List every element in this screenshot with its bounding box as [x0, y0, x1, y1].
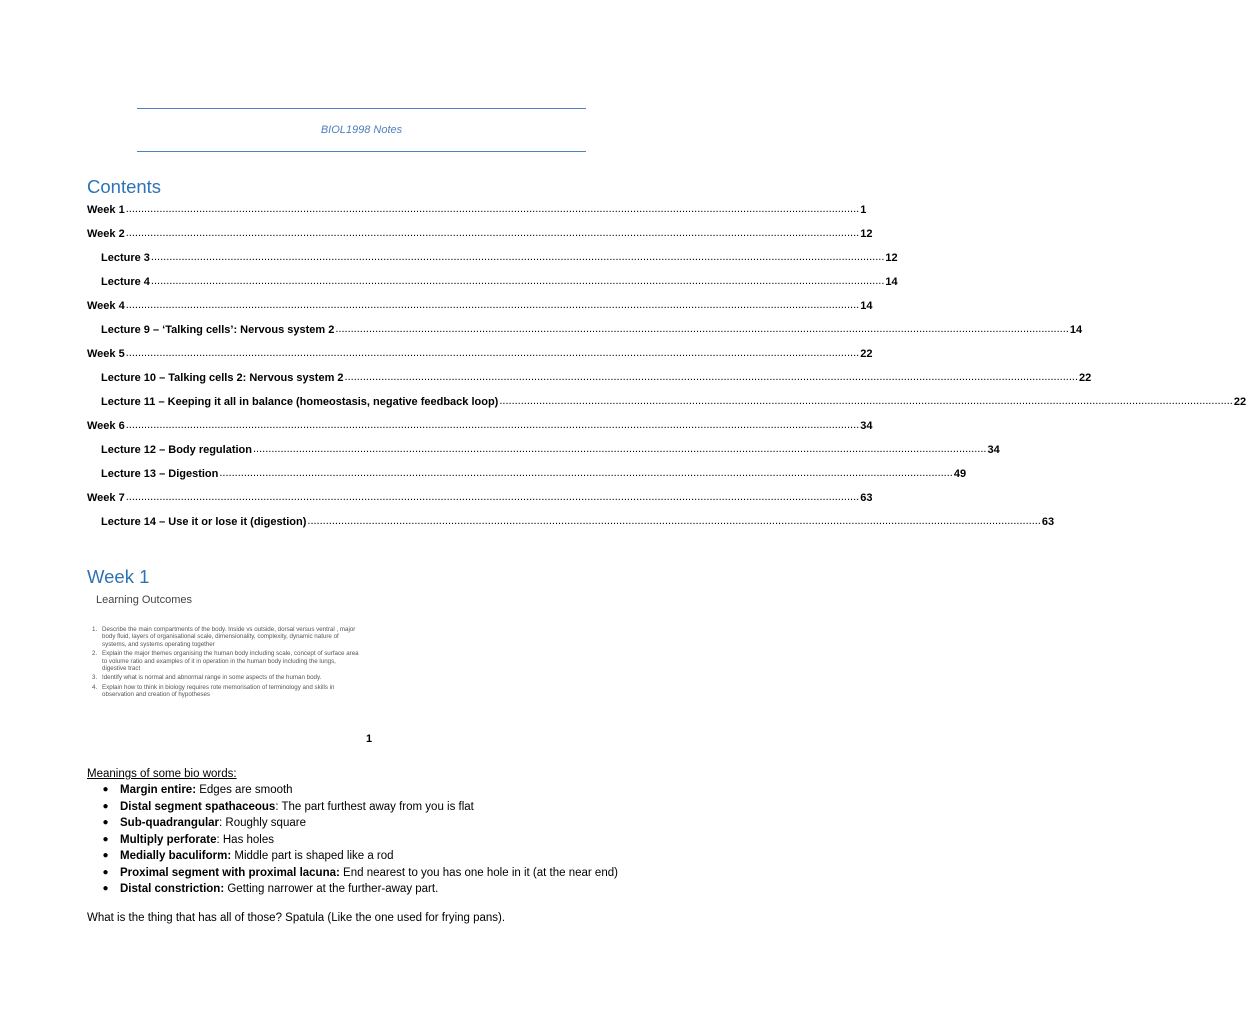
toc-entry-title: Week 4	[87, 300, 125, 312]
meaning-item	[87, 848, 627, 864]
meaning-item	[87, 881, 627, 897]
meaning-item	[87, 799, 627, 815]
bullet-icon: ●	[102, 866, 109, 878]
bullet-icon: ●	[102, 850, 109, 861]
toc-entry-page: 34	[860, 420, 873, 432]
meaning-term: Multiply perforate	[120, 833, 217, 846]
toc-entry-page: 63	[860, 492, 873, 504]
toc-dot-leader: ................................................................................................................................................................................................................................................	[125, 227, 860, 239]
toc-entry-title: Lecture 3	[101, 252, 150, 264]
toc-entry-title: Week 5	[87, 348, 125, 360]
toc-entry-page: 22	[860, 348, 873, 360]
meaning-term: Proximal segment with proximal lacuna:	[120, 866, 340, 879]
toc-entry-title: Lecture 9 – ‘Talking cells’: Nervous system 2	[101, 324, 335, 336]
meaning-definition: : Has holes	[216, 833, 275, 846]
toc-entry-page: 12	[860, 228, 873, 240]
learning-outcome-item	[92, 650, 362, 672]
meaning-term: Distal constriction:	[120, 883, 225, 895]
bullet-icon: ●	[102, 817, 109, 828]
toc-entry-title: Lecture 14 – Use it or lose it (digestion)	[101, 516, 307, 528]
toc-entry-page: 12	[885, 252, 898, 264]
meaning-definition: Getting narrower at the further-away part.	[224, 883, 439, 895]
learning-outcome-number: 3.	[92, 674, 98, 682]
toc-entry[interactable]	[101, 464, 967, 480]
week1-heading: Week 1	[87, 566, 150, 587]
toc-entry-page: 34	[987, 444, 1000, 456]
toc-entry-title: Lecture 4	[101, 276, 150, 288]
toc-entry[interactable]	[101, 392, 1246, 408]
learning-outcome-text: Explain the major themes organising the human body including scale, concept of surface area to volume ratio and examples of it in operation in the human body including the lungs, digestive tract	[102, 650, 359, 673]
toc-entry[interactable]	[101, 440, 1000, 456]
toc-entry-title: Lecture 11 – Keeping it all in balance (homeostasis, negative feedback loop)	[101, 396, 499, 408]
meaning-term: Distal segment spathaceous	[120, 800, 276, 813]
toc-dot-leader: ................................................................................................................................................................................................................................................	[125, 203, 860, 215]
document-header-title: BIOL1998 Notes	[320, 124, 403, 136]
learning-outcome-item	[92, 684, 362, 699]
header-bottom-rule	[137, 151, 586, 152]
meaning-item	[87, 782, 627, 798]
toc-dot-leader: ................................................................................................................................................................................................................................................	[252, 443, 987, 455]
toc-dot-leader: ................................................................................................................................................................................................................................................	[219, 467, 953, 479]
toc-entry-page: 14	[885, 276, 898, 288]
toc-entry-title: Week 2	[87, 228, 125, 240]
toc-entry[interactable]	[87, 488, 873, 504]
bullet-icon: ●	[102, 833, 109, 845]
learning-outcome-text: Explain how to think in biology requires rote memorisation of terminology and skills in observation and creation of hypotheses	[102, 683, 335, 699]
toc-entry[interactable]	[87, 200, 867, 216]
meaning-definition: Edges are smooth	[196, 784, 293, 796]
toc-entry-page: 22	[1233, 396, 1246, 408]
meaning-term: Margin entire:	[120, 784, 197, 796]
toc-dot-leader: ................................................................................................................................................................................................................................................	[150, 251, 885, 263]
toc-entry[interactable]	[87, 296, 873, 312]
meaning-text	[120, 865, 627, 881]
toc-dot-leader: ................................................................................................................................................................................................................................................	[125, 419, 860, 431]
toc-dot-leader: ................................................................................................................................................................................................................................................	[344, 371, 1079, 383]
closing-question: What is the thing that has all of those? Spatula (Like the one used for frying pans).	[87, 912, 506, 924]
meaning-text	[120, 815, 627, 831]
meanings-list	[87, 782, 627, 898]
toc-entry[interactable]	[101, 248, 898, 264]
toc-dot-leader: ................................................................................................................................................................................................................................................	[307, 515, 1041, 527]
meaning-definition: : Roughly square	[219, 817, 306, 829]
meanings-heading: Meanings of some bio words:	[87, 768, 237, 780]
meaning-definition: End nearest to you has one hole in it (at the near end)	[339, 866, 618, 879]
toc-dot-leader: ................................................................................................................................................................................................................................................	[499, 395, 1233, 407]
learning-outcome-text: Identify what is normal and abnormal range in some aspects of the human body.	[102, 674, 322, 682]
meaning-definition: Middle part is shaped like a rod	[231, 850, 394, 862]
learning-outcome-number: 4.	[92, 683, 98, 691]
meaning-text	[120, 881, 627, 897]
toc-entry-page: 22	[1079, 372, 1092, 384]
toc-entry[interactable]	[101, 512, 1055, 528]
learning-outcome-text: Describe the main compartments of the body. Inside vs outside, dorsal versus ventral , major body fluid, layers of organisational scale, dimensionality, complexity, dynamic nature of systems, and systems operating together	[102, 626, 356, 648]
learning-outcome-item	[92, 626, 362, 648]
page-number: 1	[366, 733, 373, 745]
meaning-term: Sub-quadrangular	[120, 817, 220, 829]
toc-entry-title: Week 6	[87, 420, 125, 432]
bullet-icon: ●	[102, 800, 109, 812]
toc-entry[interactable]	[87, 416, 873, 432]
meaning-text	[120, 799, 627, 815]
toc-entry-page: 1	[860, 204, 867, 216]
learning-outcomes-heading: Learning Outcomes	[96, 594, 192, 606]
toc-entry-page: 63	[1041, 516, 1055, 528]
meaning-text	[120, 832, 627, 848]
learning-outcomes-list	[92, 626, 362, 701]
toc-entry-title: Week 1	[87, 204, 125, 216]
toc-entry[interactable]	[101, 272, 898, 288]
toc-entry-page: 49	[953, 468, 967, 480]
contents-heading: Contents	[87, 176, 162, 197]
toc-entry-title: Week 7	[87, 492, 125, 504]
learning-outcome-number: 2.	[92, 650, 98, 658]
toc-dot-leader: ................................................................................................................................................................................................................................................	[125, 491, 860, 503]
toc-entry-page: 14	[1069, 324, 1083, 336]
meaning-item	[87, 815, 627, 831]
toc-dot-leader: ................................................................................................................................................................................................................................................	[125, 299, 860, 311]
toc-entry[interactable]	[87, 224, 873, 240]
toc-dot-leader: ................................................................................................................................................................................................................................................	[125, 347, 860, 359]
learning-outcome-item	[92, 674, 362, 681]
toc-dot-leader: ................................................................................................................................................................................................................................................	[150, 275, 885, 287]
toc-entry[interactable]	[101, 320, 1083, 336]
toc-entry[interactable]	[101, 368, 1092, 384]
toc-entry-title: Lecture 12 – Body regulation	[101, 444, 252, 456]
toc-entry-title: Lecture 13 – Digestion	[101, 468, 219, 480]
meaning-item	[87, 832, 627, 848]
toc-entry-title: Lecture 10 – Talking cells 2: Nervous system 2	[101, 372, 344, 384]
toc-entry[interactable]	[87, 344, 873, 360]
meaning-item	[87, 865, 627, 881]
meaning-text	[120, 782, 627, 798]
bullet-icon: ●	[102, 883, 109, 894]
meaning-text	[120, 848, 627, 864]
header-top-rule	[137, 108, 586, 109]
meaning-definition: : The part furthest away from you is flat	[275, 800, 474, 813]
toc-dot-leader: ................................................................................................................................................................................................................................................	[335, 323, 1069, 335]
bullet-icon: ●	[102, 784, 109, 795]
learning-outcome-number: 1.	[92, 626, 98, 633]
meaning-term: Medially baculiform:	[120, 850, 232, 862]
toc-entry-page: 14	[860, 300, 873, 312]
